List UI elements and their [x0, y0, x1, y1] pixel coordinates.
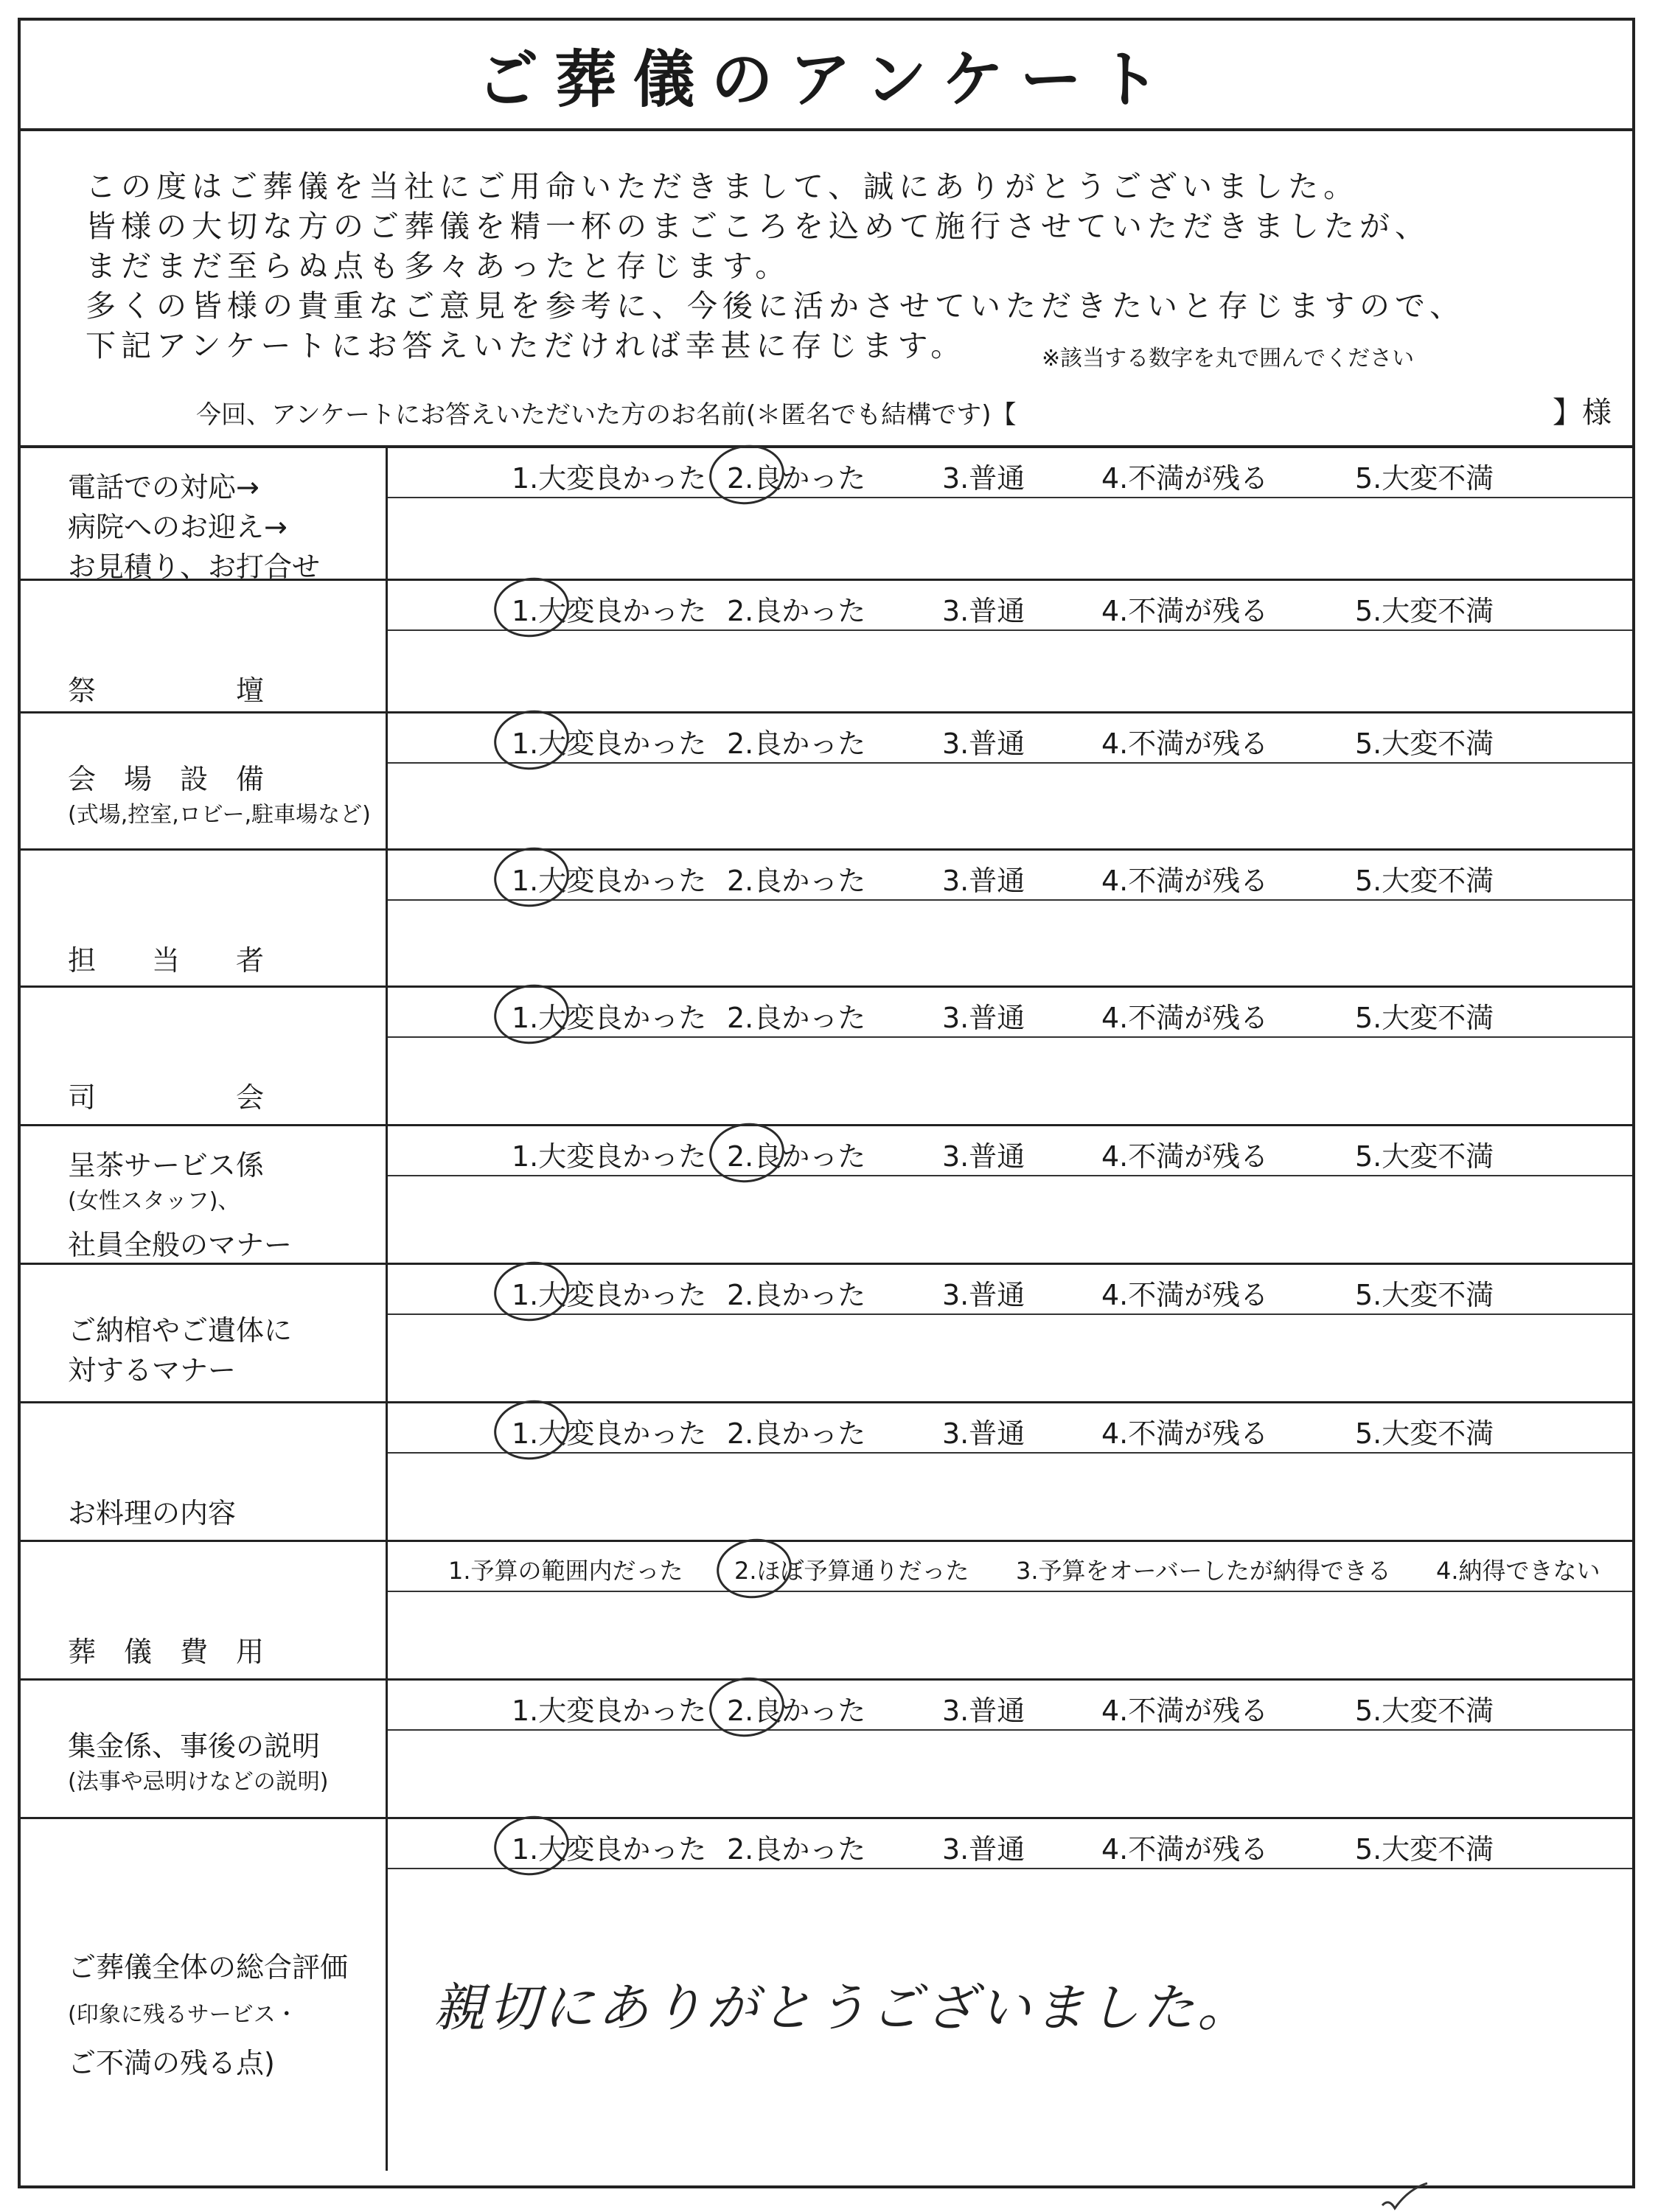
question-label-cell [21, 581, 388, 711]
question-label: ご葬儀全体の総合評価 [68, 1951, 349, 1984]
question-label-cell [21, 1126, 388, 1263]
answer-option[interactable]: 1.大変良かった [512, 1140, 707, 1173]
question-row [21, 714, 1632, 851]
answer-options [388, 851, 1632, 901]
question-label-cell [21, 988, 388, 1124]
intro-section [21, 131, 1632, 448]
answer-option[interactable]: 2.ほぼ予算通りだった [734, 1557, 969, 1585]
question-row [21, 988, 1632, 1126]
answer-option[interactable]: 5.大変不満 [1355, 1833, 1494, 1866]
answer-option[interactable]: 1.大変良かった [512, 1279, 707, 1311]
question-label: (印象に残るサービス・ [68, 2002, 298, 2028]
answer-option[interactable]: 2.良かった [727, 1695, 866, 1727]
answer-option[interactable]: 1.大変良かった [512, 1417, 707, 1450]
answer-options [388, 448, 1632, 498]
answer-option[interactable]: 4.不満が残る [1101, 1140, 1269, 1173]
answer-option[interactable]: 5.大変不満 [1355, 595, 1494, 627]
answer-option[interactable]: 3.普通 [942, 865, 1025, 897]
answer-option[interactable]: 1.大変良かった [512, 1002, 707, 1034]
question-label: 集金係、事後の説明 [68, 1730, 321, 1762]
answer-option[interactable]: 5.大変不満 [1355, 1279, 1494, 1311]
answer-option[interactable]: 2.良かった [727, 1833, 866, 1866]
question-label: 社員全般のマナー [68, 1229, 293, 1261]
intro-line-3: まだまだ至らぬ点も多々あったと存じます。 [86, 248, 791, 284]
question-label: ご納棺やご遺体に [68, 1314, 293, 1347]
answer-option[interactable]: 2.良かった [727, 1140, 866, 1173]
question-label: 病院へのお迎え→ [68, 511, 288, 543]
answer-option[interactable]: 4.不満が残る [1101, 595, 1269, 627]
question-label: 担 当 者 [68, 944, 265, 977]
answer-option[interactable]: 3.普通 [942, 1279, 1025, 1311]
answer-option[interactable]: 1.大変良かった [512, 462, 707, 495]
question-label: 司 会 [68, 1081, 265, 1114]
name-prompt: 今回、アンケートにお答えいただいた方のお名前(＊匿名でも結構です)【 [196, 400, 1017, 430]
intro-line-1: この度はご葬儀を当社にご用命いただきまして、誠にありがとうございました。 [86, 169, 1359, 204]
handwritten-comment: 親切にありがとうございました。 [433, 1978, 1252, 2038]
answer-option[interactable]: 5.大変不満 [1355, 865, 1494, 897]
question-label: ご不満の残る点) [68, 2047, 275, 2079]
answer-option[interactable]: 4.不満が残る [1101, 1833, 1269, 1866]
answer-option[interactable]: 1.大変良かった [512, 1695, 707, 1727]
question-label: 祭 壇 [68, 674, 265, 707]
answer-option[interactable]: 2.良かった [727, 462, 866, 495]
question-row [21, 1126, 1632, 1265]
answer-option[interactable]: 5.大変不満 [1355, 1002, 1494, 1034]
question-row [21, 581, 1632, 714]
answer-options [388, 581, 1632, 631]
intro-line-2: 皆様の大切な方のご葬儀を精一杯のまごころを込めて施行させていただきましたが、 [86, 209, 1430, 244]
question-label-cell [21, 1681, 388, 1817]
answer-option[interactable]: 5.大変不満 [1355, 1695, 1494, 1727]
question-label: お料理の内容 [68, 1497, 237, 1529]
answer-option[interactable]: 2.良かった [727, 865, 866, 897]
answer-option[interactable]: 1.予算の範囲内だった [448, 1557, 683, 1585]
question-row [21, 851, 1632, 988]
answer-option[interactable]: 1.大変良かった [512, 728, 707, 760]
question-label: (女性スタッフ)、 [68, 1188, 240, 1214]
answer-option[interactable]: 3.普通 [942, 595, 1025, 627]
answer-options [388, 988, 1632, 1038]
answer-options [388, 1681, 1632, 1731]
question-row [21, 1403, 1632, 1542]
answer-options [388, 1126, 1632, 1176]
answer-option[interactable]: 1.大変良かった [512, 1833, 707, 1866]
question-label-cell [21, 1542, 388, 1678]
answer-option[interactable]: 3.普通 [942, 728, 1025, 760]
answer-options [388, 1403, 1632, 1454]
answer-option[interactable]: 4.不満が残る [1101, 728, 1269, 760]
answer-option[interactable]: 2.良かった [727, 728, 866, 760]
question-label: 対するマナー [68, 1354, 237, 1386]
answer-option[interactable]: 3.予算をオーバーしたが納得できる [1016, 1557, 1391, 1585]
answer-option[interactable]: 3.普通 [942, 462, 1025, 495]
name-field-close: 】様 [1553, 396, 1612, 430]
answer-options [388, 1265, 1632, 1315]
page-title: ご葬儀のアンケート [476, 43, 1177, 116]
question-label: お見積り、お打合せ [68, 551, 321, 583]
answer-option[interactable]: 4.納得できない [1436, 1557, 1600, 1585]
answer-option[interactable]: 4.不満が残る [1101, 1417, 1269, 1450]
question-row [21, 1265, 1632, 1403]
instruction-note: ※該当する数字を丸で囲んでください [1042, 346, 1415, 371]
question-label: (法事や忌明けなどの説明) [68, 1769, 329, 1795]
answer-option[interactable]: 1.大変良かった [512, 595, 707, 627]
pen-mark [1379, 2182, 1430, 2211]
answer-option[interactable]: 1.大変良かった [512, 865, 707, 897]
answer-option[interactable]: 4.不満が残る [1101, 1279, 1269, 1311]
question-row [21, 448, 1632, 581]
answer-option[interactable]: 4.不満が残る [1101, 1002, 1269, 1034]
survey-sheet [18, 18, 1635, 2188]
answer-option[interactable]: 2.良かった [727, 1279, 866, 1311]
answer-option[interactable]: 3.普通 [942, 1417, 1025, 1450]
answer-option[interactable]: 5.大変不満 [1355, 728, 1494, 760]
title-box [21, 21, 1632, 131]
question-row [21, 1542, 1632, 1681]
answer-option[interactable]: 3.普通 [942, 1140, 1025, 1173]
answer-option[interactable]: 2.良かった [727, 1417, 866, 1450]
question-label: 呈茶サービス係 [68, 1149, 265, 1182]
question-label-cell [21, 714, 388, 848]
question-label: 葬 儀 費 用 [68, 1636, 265, 1668]
answer-option[interactable]: 5.大変不満 [1355, 1140, 1494, 1173]
answer-option[interactable]: 4.不満が残る [1101, 1695, 1269, 1727]
answer-option[interactable]: 2.良かった [727, 595, 866, 627]
answer-options [388, 714, 1632, 764]
answer-options [388, 1542, 1632, 1592]
answer-option[interactable]: 4.不満が残る [1101, 865, 1269, 897]
answer-option[interactable]: 2.良かった [727, 1002, 866, 1034]
question-label-cell [21, 1403, 388, 1540]
answer-option[interactable]: 5.大変不満 [1355, 462, 1494, 495]
answer-option[interactable]: 3.普通 [942, 1002, 1025, 1034]
answer-option[interactable]: 4.不満が残る [1101, 462, 1269, 495]
intro-line-5: 下記アンケートにお答えいただければ幸甚に存じます。 [86, 328, 966, 363]
question-label: (式場,控室,ロビー,駐車場など) [68, 802, 371, 828]
answer-option[interactable]: 3.普通 [942, 1833, 1025, 1866]
question-label-cell [21, 851, 388, 985]
answer-option[interactable]: 5.大変不満 [1355, 1417, 1494, 1450]
answer-options [388, 1819, 1632, 1869]
question-label: 会 場 設 備 [68, 763, 265, 795]
intro-line-4: 多くの皆様の貴重なご意見を参考に、今後に活かさせていただきたいと存じますので、 [86, 288, 1466, 324]
answer-option[interactable]: 3.普通 [942, 1695, 1025, 1727]
question-label-cell [21, 1819, 388, 2171]
question-label-cell [21, 1265, 388, 1401]
question-row [21, 1681, 1632, 1819]
question-label-cell [21, 448, 388, 583]
question-label: 電話での対応→ [68, 471, 260, 503]
